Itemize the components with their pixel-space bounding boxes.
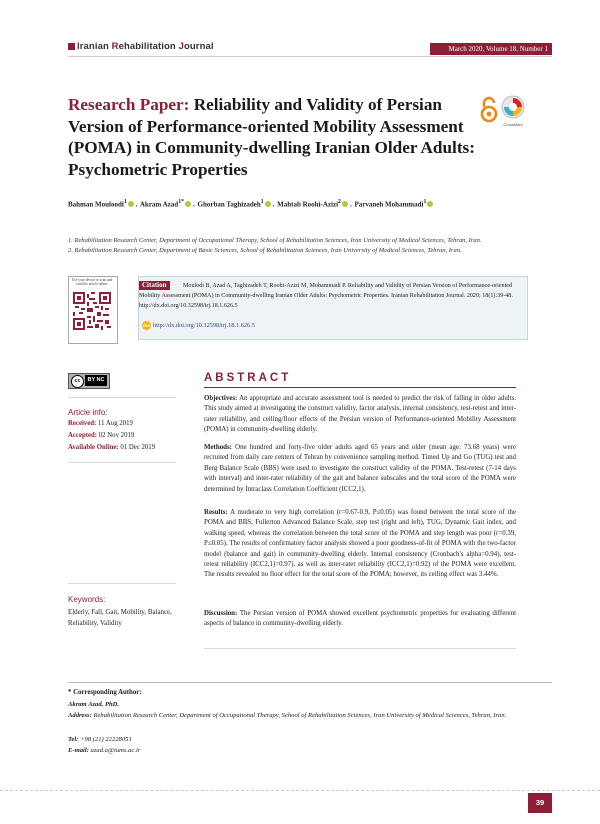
- author-affiliation-mark: 1: [260, 199, 264, 205]
- article-title: [68, 94, 478, 180]
- author-list: Bahman Mouloodi$^1$ , Akram Azad$^{1*}$ , Ghorban Taghizadeh$^1$ , Mahtab Roohi-Azizi$^2$ , Parvaneh Mohammadi$^1$: [68, 199, 558, 208]
- orcid-icon[interactable]: [185, 201, 191, 207]
- footnote-divider: [68, 682, 552, 683]
- qr-code-icon[interactable]: [73, 292, 111, 330]
- corresponding-author-name: Akram Azad, PhD.: [68, 701, 120, 708]
- corresponding-author-tel: Tel: +98 (21) 22228051: [68, 736, 132, 743]
- author-name: Bahman Mouloodi: [68, 200, 124, 209]
- abstract-discussion: Discussion: The Persian version of POMA showed excellent psychometric properties for evaluating different aspects of balance in community-dwelling elderly.: [204, 610, 516, 628]
- journal-name: Iranian Rehabilitation Journal: [77, 41, 214, 52]
- creative-commons-license-badge[interactable]: [68, 373, 110, 389]
- title-lead: Research Paper:: [68, 95, 190, 114]
- abstract-objectives: Objectives: An appropriate and accurate assessment tool is needed to predict the risk of falling in older adults. This study aimed at investigating the construct validity, factor analysis, internal consistency, test-retest and inter-rater reliability, and ceiling/floor effects of the Persian version of Performance-oriented Mobility Assessment (POMA) in community-dwelling elderly.: [204, 395, 517, 434]
- abstract-heading-rule: [204, 387, 516, 388]
- doi-icon: doi: [143, 323, 150, 328]
- author-affiliation-mark: 2: [338, 199, 341, 205]
- orcid-icon[interactable]: [265, 201, 271, 207]
- orcid-icon[interactable]: [342, 201, 348, 207]
- abstract-heading: ABSTRACT: [204, 372, 292, 384]
- article-info-heading: Article info:: [68, 408, 108, 417]
- cc-by-nc-icon: BY NC: [85, 375, 107, 386]
- open-access-icon[interactable]: [479, 96, 499, 124]
- sidebar-divider: [68, 462, 176, 463]
- crossmark-label: CrossMark: [503, 122, 523, 127]
- orcid-icon[interactable]: [128, 201, 134, 207]
- abstract-results: Results: A moderate to very high correlation (r=0.67-0.9, P≤0.05) was found between the total score of the POMA and BBS, Fullerton Advanced Balance Scale, step test (right and left), TUG, Dynamic Gait index, and walking speed, whereas the correlation between the total score of the POMA and step length was poor (r=0.39, P≤0.05). The results of confirmatory factor analysis showed a poor goodness-of-fit of POMA with the two-factor model (balance and gait) in community-dwelling elderly. Internal consistency (Cronbach's alpha=0.94), test-retest reliability (ICC2,1)=0.97), as well as inter-rater reliability (ICC2,1)=0.92) of the POMA were excellent. The results revealed no floor effect for the total score of the POMA; however, its ceiling effect was 3.44%.: [204, 509, 516, 579]
- online-date: Available Online: 01 Dec 2019: [68, 444, 156, 451]
- author-name: Akram Azad: [139, 200, 179, 209]
- crossmark-icon[interactable]: [500, 95, 526, 125]
- received-date: Received: 11 Aug 2019: [68, 420, 133, 427]
- orcid-icon[interactable]: [427, 201, 433, 207]
- title-text: Reliability and Validity of Persian Version of Performance-oriented Mobility Assessment (POMA) in Community-dwelling Iranian Older Adults: Psychometric Properties: [68, 95, 475, 179]
- author-affiliation-mark: 1*: [178, 199, 185, 205]
- sidebar-divider: [68, 397, 176, 398]
- author-name: Ghorban Taghizadeh: [197, 200, 261, 209]
- header-divider: [68, 56, 552, 57]
- corresponding-author-email: E-mail: azad.a@iums.ac.ir: [68, 747, 141, 754]
- author-name: Parvaneh Mohammadi: [354, 200, 424, 209]
- corresponding-author-heading: * Corresponding Author:: [68, 689, 142, 696]
- citation-tag: Citation: [139, 281, 170, 290]
- author-name: Mahtab Roohi-Azizi: [277, 200, 339, 209]
- qr-caption: Use your device to scan and read the article online: [71, 278, 113, 287]
- affiliation-2: 2. Rehabilitation Research Center, Department of Basic Sciences, School of Rehabilitation Sciences, Iran University of Medical Sciences, Tehran, Iran.: [68, 247, 462, 254]
- doi-link[interactable]: http://dx.doi.org/10.32598/irj.18.1.626.5: [153, 322, 255, 329]
- keywords-list: Elderly, Fall, Gait, Mobility, Balance, Reliability, Validity: [68, 609, 172, 627]
- author-affiliation-mark: 1: [423, 199, 427, 205]
- page-number: 39: [528, 793, 552, 813]
- author-affiliation-mark: 1: [123, 199, 127, 205]
- abstract-bottom-rule: [204, 648, 516, 649]
- affiliation-1: 1. Rehabilitation Research Center, Department of Occupational Therapy, School of Rehabilitation Sciences, Iran University of Medical Sciences, Tehran, Iran.: [68, 237, 482, 244]
- corresponding-author-address: Address: Rehabilitation Research Center, Department of Occupational Therapy, School of Rehabilitation Sciences, Iran University of Medical Sciences, Tehran, Iran.: [68, 712, 507, 719]
- issue-info: March 2020, Volume 18, Number 1: [430, 43, 552, 55]
- accepted-date: Accepted: 02 Nov 2019: [68, 432, 135, 439]
- footer-divider: [0, 790, 600, 791]
- keywords-heading: Keywords:: [68, 595, 106, 604]
- cc-icon: cc: [71, 375, 84, 388]
- citation-text: Moulodi B, Azad A, Taghizadeh T, Roohi-Azizi M, Mohammadi P. Reliability and Validity of Persian Version of Performance-oriented Mobility Assessment (POMA) in Community-dwelling Iranian Older Adults: Psychometric Properties. Iranian Rehabilitation Journal. 2020; 18(1):39-48. http://dx.doi.org/10.32598/irj.18.1.626.5: [139, 283, 513, 309]
- abstract-methods: Methods: One hundred and forty-five older adults aged 65 years and older (mean age: 73.68 years) were recruited from daily care centers of Tehran by convenience sampling method. Timed Up and Go (TUG) test and Berg Balance Scale (BBS) were used to investigate the construct validity of the POMA. Test-retest (7-14 days with interval) and inter-rater reliability of the gait and balance subscales and the total score of the POMA were determined by Intraclass Correlation Coefficient (ICC2,1).: [204, 444, 516, 493]
- journal-logo-mark: [68, 43, 75, 50]
- sidebar-divider: [68, 583, 176, 584]
